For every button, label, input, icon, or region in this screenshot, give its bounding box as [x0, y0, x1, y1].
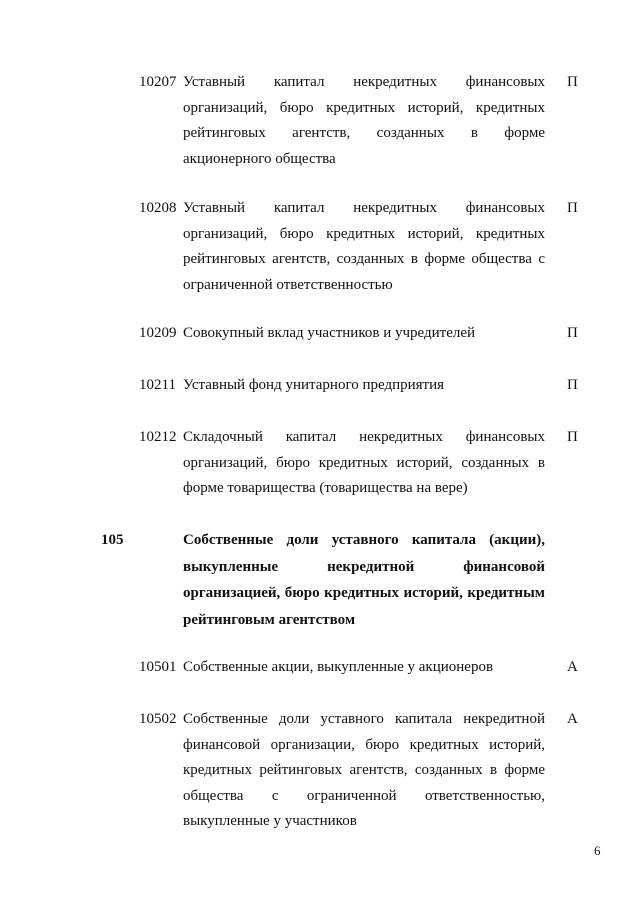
- account-code: 10211: [139, 377, 176, 393]
- account-type-mark: П: [567, 377, 578, 393]
- account-code: 10212: [139, 429, 177, 445]
- account-code: 10209: [139, 325, 177, 341]
- account-code: 10501: [139, 659, 177, 675]
- section-code: 105: [101, 532, 124, 548]
- account-code: 10207: [139, 74, 177, 90]
- account-code: 10502: [139, 711, 177, 727]
- account-type-mark: А: [567, 659, 578, 675]
- account-description: Собственные доли уставного капитала некредитной финансовой организации, бюро кредитных историй, кредитных рейтинговых агентств, созданных в форме общества с ограниченной ответственностью, выкупленные у участников: [183, 711, 545, 829]
- account-description: Уставный капитал некредитных финансовых организаций, бюро кредитных историй, кредитных рейтинговых агентств, созданных в форме общества с ограниченной ответственностью: [183, 200, 545, 293]
- account-description: Совокупный вклад участников и учредителей: [183, 325, 476, 341]
- account-type-mark: П: [567, 429, 578, 445]
- page-number: 6: [594, 843, 601, 858]
- account-type-mark: П: [567, 325, 578, 341]
- section-title: Собственные доли уставного капитала (акции), выкупленные некредитной финансовой организацией, бюро кредитных историй, кредитным рейтинговым агентством: [183, 532, 545, 628]
- account-description: Складочный капитал некредитных финансовых организаций, бюро кредитных историй, созданных в форме товарищества (товарищества на вере): [183, 429, 545, 496]
- account-type-mark: П: [567, 200, 578, 216]
- account-code: 10208: [139, 200, 177, 216]
- account-description: Уставный капитал некредитных финансовых организаций, бюро кредитных историй, кредитных рейтинговых агентств, созданных в форме акционерного общества: [183, 74, 545, 167]
- account-description: Собственные акции, выкупленные у акционеров: [183, 659, 494, 675]
- account-type-mark: П: [567, 74, 578, 90]
- account-type-mark: А: [567, 711, 578, 727]
- account-description: Уставный фонд унитарного предприятия: [183, 377, 445, 393]
